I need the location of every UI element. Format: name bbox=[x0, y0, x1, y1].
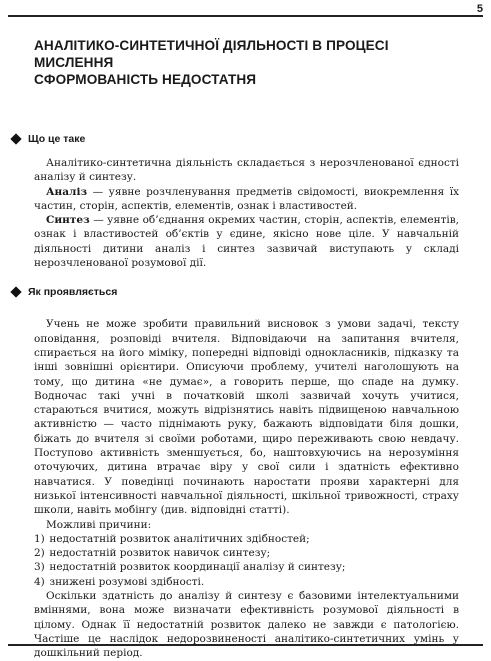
section-heading-what bbox=[11, 133, 459, 145]
synthesis-definition: — уявне об’єднання окремих частин, сторін, аспектів, елементів, ознак і властивостей об’єктів у єдине, якісно нове ціле. У навчальній діяльності дитини аналіз і синтез зазвичай виступають у складі нерозчленованої розумової дії. bbox=[34, 214, 459, 270]
section-heading-label: Що це таке bbox=[28, 133, 86, 145]
paragraph-analysis bbox=[34, 185, 459, 214]
list-item bbox=[34, 575, 459, 589]
list-number: 4) bbox=[34, 575, 45, 588]
list-item bbox=[34, 546, 459, 560]
diamond-bullet-icon bbox=[10, 287, 21, 298]
main-content bbox=[28, 133, 459, 661]
paragraph-synthesis bbox=[34, 213, 459, 270]
list-text: недостатній розвиток аналітичних здібностей; bbox=[49, 532, 310, 545]
list-text: недостатній розвиток навичок синтезу; bbox=[49, 547, 271, 560]
list-number: 2) bbox=[34, 547, 45, 560]
diamond-bullet-icon bbox=[10, 133, 21, 144]
paragraph-text: Аналітико-синтетична діяльність складається з нерозчленованої єдності аналізу й синтезу. bbox=[34, 157, 459, 184]
title-line-1: АНАЛІТИКО-СИНТЕТИЧНОЇ ДІЯЛЬНОСТІ В ПРОЦЕСІ МИСЛЕННЯ bbox=[34, 38, 389, 70]
bottom-rule bbox=[8, 644, 483, 646]
list-item bbox=[34, 532, 459, 546]
top-rule bbox=[8, 15, 483, 17]
page-title bbox=[34, 37, 454, 88]
term-analysis: Аналіз bbox=[46, 185, 88, 198]
causes-list bbox=[34, 532, 459, 589]
causes-intro: Можливі причини: bbox=[46, 518, 152, 531]
term-synthesis: Синтез bbox=[46, 214, 90, 227]
list-text: недостатній розвиток координації аналізу й синтезу; bbox=[49, 561, 346, 574]
list-number: 3) bbox=[34, 561, 45, 574]
analysis-definition: — уявне розчленування предметів свідомості, виокремлення їх частин, сторін, аспектів, елементів, ознак і властивостей. bbox=[34, 185, 459, 212]
list-text: знижені розумові здібності. bbox=[49, 575, 205, 588]
section-heading-label: Як проявляється bbox=[28, 286, 118, 299]
page-number: 5 bbox=[476, 3, 483, 15]
title-line-2: СФОРМОВАНІСТЬ НЕДОСТАТНЯ bbox=[34, 72, 257, 87]
paragraph-manifestation: Учень не може зробити правильний висновок з умови задачі, тексту оповідання, розповіді вчителя. Відповідаючи на запитання вчителя, спирається на його міміку, попередні відповіді однокласників, підказку та інші зовнішні орієнтири. Описуючи проблему, учителі наголошують на тому, що дитина «не думає», а говорить перше, що спаде на думку. Водночас такі учні в початковій школі зазвичай хочуть учитися, стараються вчитися, можуть відрізнятись навіть підвищеною навчальною активністю — часто піднімають руку, бажають відповідати біля дошки, біжать до вчителя зі своїми роботами, щиро переживають свою невдачу. Поступово активність зменшується, бо, наштовхуючись на нерозуміння оточуючих, дитина втрачає віру у свої сили і здатність ефективно навчатися. У поведінці починають наростати прояви характерні для низької інтенсивності навчальної діяльності, шкільної тривожності, страху школи, навіть мобінгу (див. відповідні статті). bbox=[34, 318, 459, 517]
list-item bbox=[34, 560, 459, 574]
paragraph-conclusion: Оскільки здатність до аналізу й синтезу є базовими інтелектуальними вміннями, вона може визначати ефективність розумової діяльності в цілому. Однак її недостатній розвиток далеко не завжди є патологією. Частіше це наслідок недорозвиненості аналітико-синтетичних умінь у дошкільний період. bbox=[34, 590, 459, 660]
paragraph-definition bbox=[34, 156, 459, 185]
list-number: 1) bbox=[34, 532, 45, 545]
section-heading-how bbox=[11, 286, 459, 298]
